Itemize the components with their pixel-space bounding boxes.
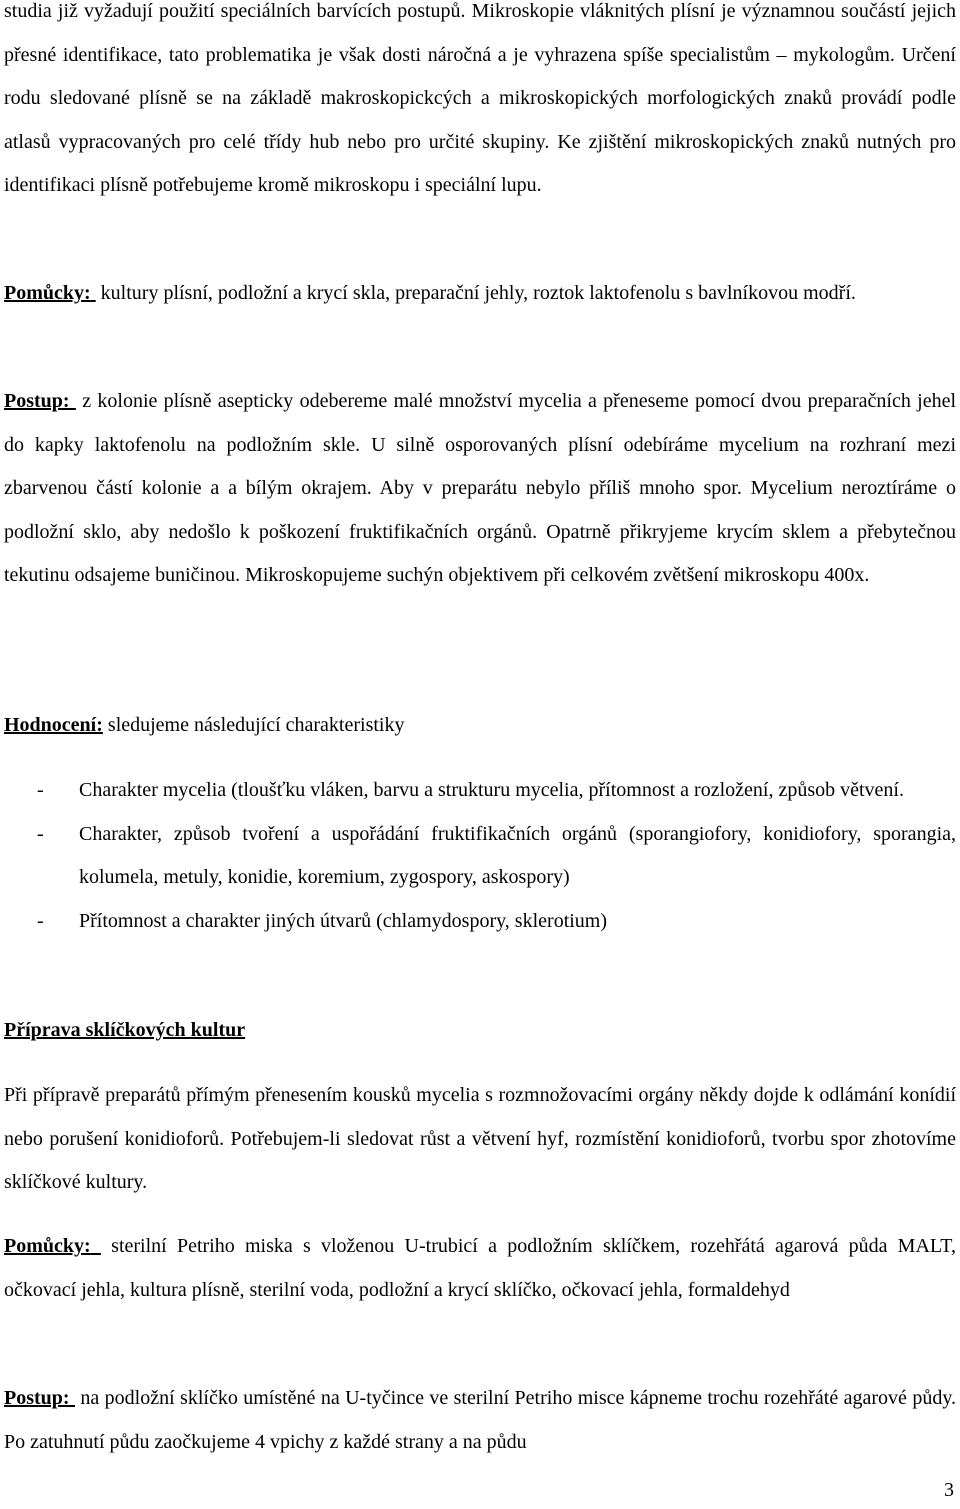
list-item xyxy=(4,900,956,944)
list-item xyxy=(4,813,956,900)
hodnoceni-text: sledujeme následující charakteristiky xyxy=(107,714,405,736)
pomucky-label-2: Pomůcky: xyxy=(4,1235,91,1257)
postup-label-2: Postup: xyxy=(4,1387,70,1409)
list-bullet: - xyxy=(37,779,44,801)
pomucky-text-1: kultury plísní, podložní a krycí skla, preparační jehly, roztok laktofenolu s bavlníkovou modří. xyxy=(100,282,856,304)
pomucky-text-2: sterilní Petriho miska s vloženou U-trubicí a podložním sklíčkem, rozehřátá agarová půda MALT, očkovací jehla, kultura plísně, sterilní voda, podložní a krycí sklíčko, očkovací jehla, formaldehyd xyxy=(4,1235,957,1301)
list-item-text: Charakter mycelia (tloušťku vláken, barvu a strukturu mycelia, přítomnost a rozložení, způsob větvení. xyxy=(79,779,904,801)
page-number: 3 xyxy=(944,1479,954,1501)
section-heading: Příprava sklíčkových kultur xyxy=(4,1019,246,1041)
list-item-text: Charakter, způsob tvoření a uspořádání fruktifikačních orgánů (sporangiofory, konidiofory, sporangia, kolumela, metuly, konidie, koremium, zygospory, askospory) xyxy=(79,822,956,888)
list-bullet: - xyxy=(37,822,44,845)
hodnoceni-paragraph xyxy=(4,704,956,748)
hodnoceni-label: Hodnocení: xyxy=(4,714,103,736)
slide-culture-paragraph: Při přípravě preparátů přímým přenesením kousků mycelia s rozmnožovacími orgány někdy dojde k odlámání konídií nebo porušení konidioforů. Potřebujem-li sledovat růst a větvení hyf, rozmístění konidioforů, tvorbu spor zhotovíme sklíčkové kultury. xyxy=(4,1084,956,1193)
list-bullet: - xyxy=(37,909,44,932)
intro-paragraph: studia již vyžadují použití speciálních barvících postupů. Mikroskopie vláknitých plísní je významnou součástí jejich přesné identifikace, tato problematika je však dosti náročná a je vyhrazena spíše specialistům – mykologům. Určení rodu sledované plísně se na základě makroskopickcých a mikroskopických morfologických znaků provádí podle atlasů vypracovaných pro celé třídy hub nebo pro určité skupiny. Ke zjištění mikroskopických znaků nutných pro identifikaci plísně potřebujeme kromě mikroskopu i speciální lupu. xyxy=(4,0,956,196)
characteristics-list xyxy=(4,769,956,943)
postup-paragraph-2 xyxy=(4,1377,956,1464)
list-item xyxy=(4,769,956,813)
postup-label-1: Postup: xyxy=(4,390,70,412)
postup-paragraph-1 xyxy=(4,380,956,598)
postup-text-2: na podložní sklíčko umístěné na U-tyčince ve sterilní Petriho misce kápneme trochu rozehřáté agarové půdy. Po zatuhnutí půdu zaočkujeme 4 vpichy z každé strany a na půdu xyxy=(4,1387,957,1453)
postup-text-1: z kolonie plísně asepticky odebereme malé množství mycelia a přeneseme pomocí dvou preparačních jehel do kapky laktofenolu na podložním skle. U silně osporovaných plísní odebíráme mycelium na rozhraní mezi zbarvenou částí kolonie a a bílým okrajem. Aby v preparátu nebylo příliš mnoho spor. Mycelium neroztíráme o podložní sklo, aby nedošlo k poškození fruktifikačních orgánů. Opatrně přikryjeme krycím sklem a přebytečnou tekutinu odsajeme buničinou. Mikroskopujeme suchýn objektivem při celkovém zvětšení mikroskopu 400x. xyxy=(4,390,957,586)
pomucky-label-1: Pomůcky: xyxy=(4,282,91,304)
pomucky-paragraph-1 xyxy=(4,272,956,316)
list-item-text: Přítomnost a charakter jiných útvarů (chlamydospory, sklerotium) xyxy=(79,909,608,932)
pomucky-paragraph-2 xyxy=(4,1225,956,1312)
